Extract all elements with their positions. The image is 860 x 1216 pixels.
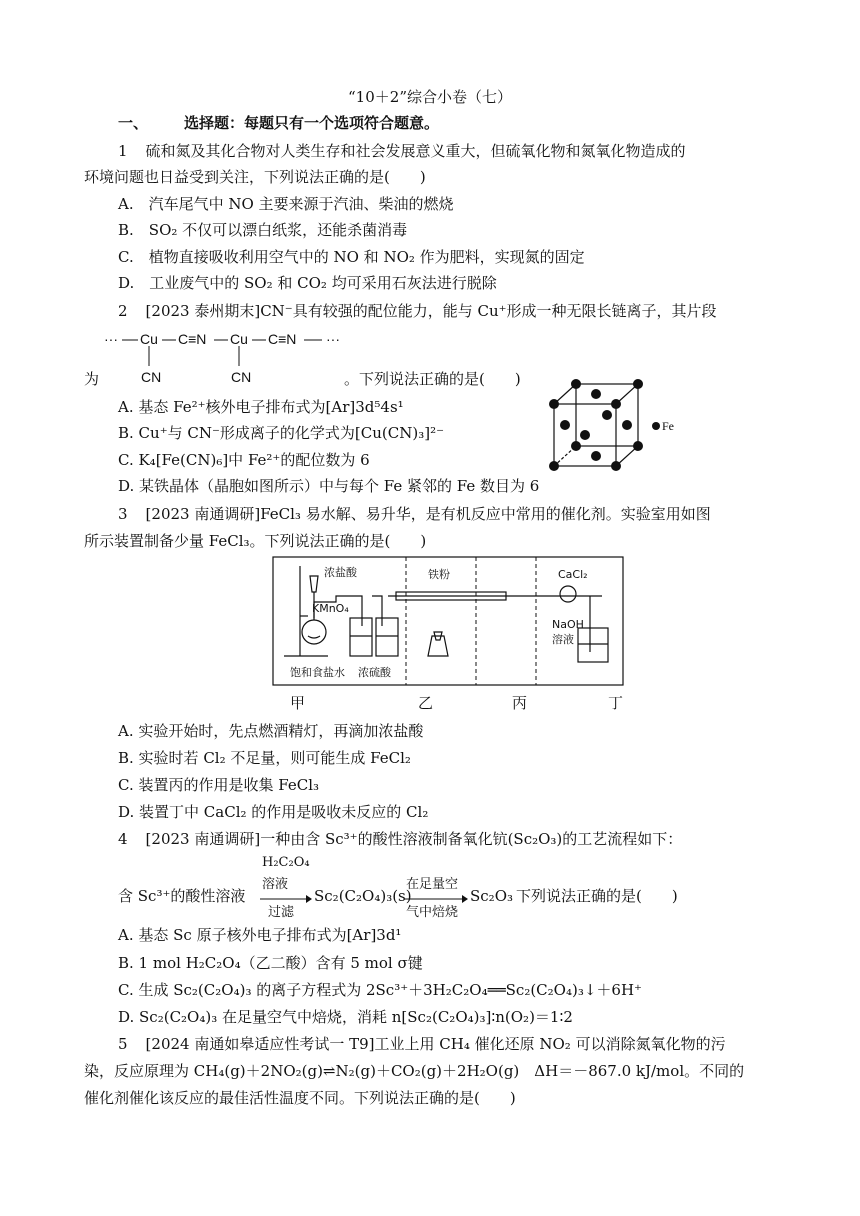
section-heading (118, 112, 439, 134)
q3-number: 3 (118, 505, 128, 523)
q3-option-b: B. 实验时若 Cl₂ 不足量，则可能生成 FeCl₂ (118, 749, 411, 767)
page-title: “10＋2”综合小卷（七） (348, 88, 512, 106)
label-conc-h2so4: 浓硫酸 (358, 666, 391, 679)
flow-intermediate: Sc₂(C₂O₄)₃(s) (314, 887, 412, 905)
label-naoh: NaOH (552, 618, 584, 631)
q3-stem-line2: 所示装置制备少量 FeCl₃。下列说法正确的是( ) (84, 532, 427, 550)
q2-stem-line2b: 。下列说法正确的是( ) (344, 370, 521, 388)
q3-option-c: C. 装置丙的作用是收集 FeCl₃ (118, 776, 319, 794)
q1-option-c: C. 植物直接吸收利用空气中的 NO 和 NO₂ 作为肥料，实现氮的固定 (118, 248, 585, 266)
q4-stem-line1 (118, 828, 682, 850)
part-label-ding: 丁 (608, 694, 624, 712)
q3-option-d: D. 装置丁中 CaCl₂ 的作用是吸收未反应的 Cl₂ (118, 803, 429, 821)
q2-option-a: A. 基态 Fe²⁺核外电子排布式为[Ar]3d⁵4s¹ (118, 398, 404, 416)
label-sat-nacl: 饱和食盐水 (290, 666, 345, 679)
q1-stem-line1 (118, 140, 686, 162)
q3-stem-line1 (118, 503, 711, 525)
chain-cn-pendant-1: CN (141, 369, 162, 385)
q1-option-a: A. 汽车尾气中 NO 主要来源于汽油、柴油的燃烧 (118, 195, 454, 213)
q4-option-d: D. Sc₂(C₂O₄)₃ 在足量空气中焙烧，消耗 n[Sc₂(C₂O₄)₃]∶n(O₂)＝1∶2 (118, 1008, 573, 1026)
flow-step1-bottom: 过滤 (268, 905, 295, 920)
section-number: 一、 (118, 114, 149, 132)
q1-text: 硫和氮及其化合物对人类生存和社会发展意义重大，但硫氧化物和氮氧化物造成的 (145, 142, 686, 160)
q1-option-b: B. SO₂ 不仅可以漂白纸浆，还能杀菌消毒 (118, 221, 408, 239)
q2-option-b: B. Cu⁺与 CN⁻形成离子的化学式为[Cu(CN)₃]²⁻ (118, 424, 444, 442)
flow-step2-bottom: 气中焙烧 (406, 905, 459, 920)
q5-stem-line1 (118, 1033, 726, 1055)
part-label-yi: 乙 (418, 694, 434, 712)
q4-number: 4 (118, 830, 128, 848)
fe-legend-label: Fe (662, 419, 674, 433)
label-cacl2: CaCl₂ (558, 568, 588, 581)
label-kmno4: KMnO₄ (312, 602, 349, 615)
fecl3-apparatus-diagram (272, 556, 624, 686)
q2-stem-line2a: 为 (84, 370, 100, 388)
q2-option-d: D. 某铁晶体（晶胞如图所示）中与每个 Fe 紧邻的 Fe 数目为 6 (118, 477, 540, 495)
label-solution: 溶液 (552, 633, 574, 646)
part-label-bing: 丙 (512, 694, 528, 712)
q4-process-flow (118, 852, 738, 920)
q1-option-d: D. 工业废气中的 SO₂ 和 CO₂ 均可采用石灰法进行脱除 (118, 274, 497, 292)
label-conc-hcl: 浓盐酸 (324, 566, 357, 579)
flow-tail: 下列说法正确的是( ) (516, 887, 678, 905)
flow-product: Sc₂O₃ (470, 887, 514, 905)
cyanocuprate-chain-diagram (100, 326, 360, 386)
section-text: 选择题：每题只有一个选项符合题意。 (184, 114, 440, 132)
q2-number: 2 (118, 302, 128, 320)
q5-stem-line2: 染，反应原理为 CH₄(g)＋2NO₂(g)⇌N₂(g)＋CO₂(g)＋2H₂O(g) ΔH＝－867.0 kJ/mol。不同的 (84, 1062, 745, 1080)
q1-stem-line2: 环境问题也日益受到关注，下列说法正确的是( ) (84, 168, 426, 186)
chain-dots-right: ··· (326, 331, 340, 347)
chain-cn-pendant-2: CN (231, 369, 252, 385)
fcc-unit-cell-diagram (544, 378, 674, 474)
chain-cu-2: Cu (230, 331, 248, 347)
q5-stem-line3: 催化剂催化该反应的最佳活性温度不同。下列说法正确的是( ) (84, 1089, 516, 1107)
q2-text: [2023 泰州期末]CN⁻具有较强的配位能力，能与 Cu⁺形成一种无限长链离子，其片段 (145, 302, 717, 320)
chain-cu-1: Cu (140, 331, 158, 347)
part-label-jia: 甲 (290, 694, 306, 712)
flow-start: 含 Sc³⁺的酸性溶液 (118, 887, 246, 905)
q4-option-b: B. 1 mol H₂C₂O₄（乙二酸）含有 5 mol σ键 (118, 954, 423, 972)
q4-option-c: C. 生成 Sc₂(C₂O₄)₃ 的离子方程式为 2Sc³⁺＋3H₂C₂O₄══Sc₂(C₂O₄)₃↓＋6H⁺ (118, 981, 642, 999)
chain-dots-left: ··· (104, 331, 118, 347)
q4-text: [2023 南通调研]一种由含 Sc³⁺的酸性溶液制备氧化钪(Sc₂O₃)的工艺流程如下： (145, 830, 683, 848)
q1-number: 1 (118, 142, 128, 160)
q5-text: [2024 南通如皋适应性考试一 T9]工业上用 CH₄ 催化还原 NO₂ 可以消除氮氧化物的污 (145, 1035, 726, 1053)
q2-option-c: C. K₄[Fe(CN)₆]中 Fe²⁺的配位数为 6 (118, 451, 370, 469)
flow-step2-top: 在足量空 (406, 877, 459, 892)
label-iron-powder: 铁粉 (428, 568, 450, 581)
q4-option-a: A. 基态 Sc 原子核外电子排布式为[Ar]3d¹ (118, 926, 402, 944)
flow-step1-top: 溶液 (262, 877, 289, 892)
q3-text: [2023 南通调研]FeCl₃ 易水解、易升华，是有机反应中常用的催化剂。实验室用如图 (145, 505, 711, 523)
chain-cn-bond-1: C≡N (178, 331, 207, 347)
q5-number: 5 (118, 1035, 128, 1053)
q3-option-a: A. 实验开始时，先点燃酒精灯，再滴加浓盐酸 (118, 722, 424, 740)
chain-cn-bond-2: C≡N (268, 331, 297, 347)
flow-reagent: H₂C₂O₄ (262, 855, 310, 870)
q2-stem-line1 (118, 300, 717, 322)
